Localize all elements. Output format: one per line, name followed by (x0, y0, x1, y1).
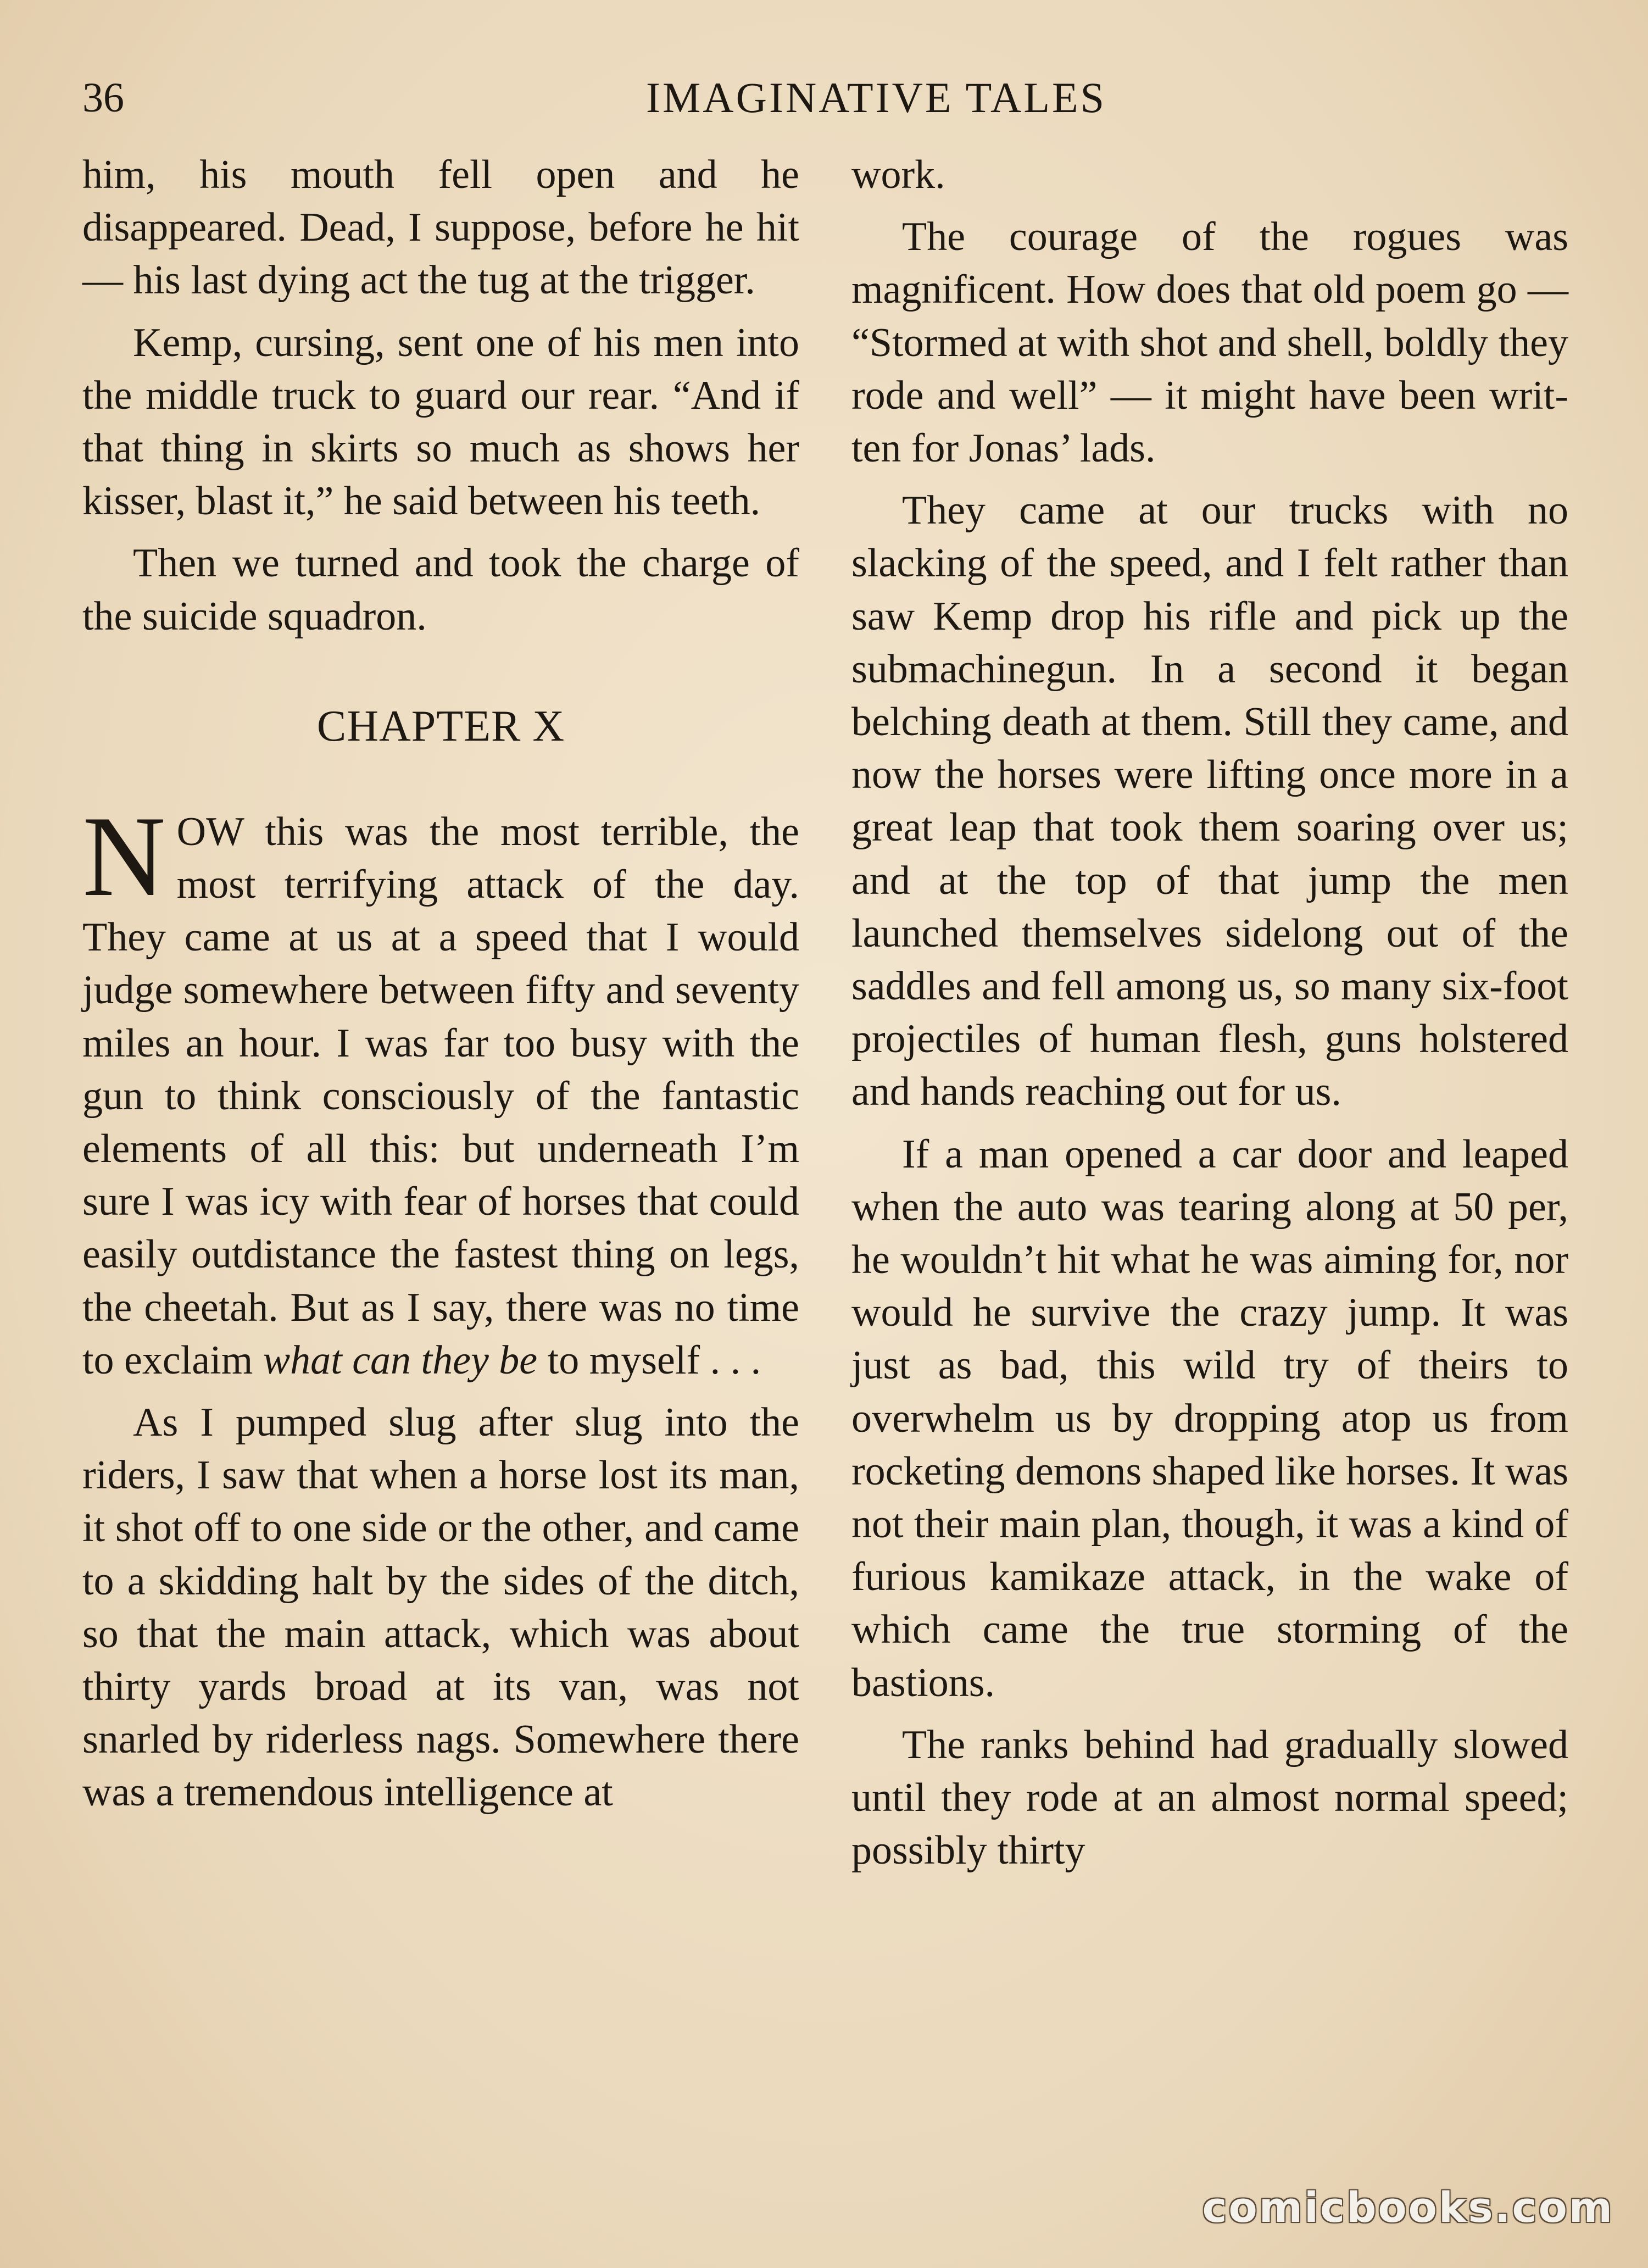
watermark: comicbooks.com (1202, 2183, 1614, 2232)
paragraph: The ranks behind had gradually slowed until they rode at an almost normal speed; possibly thirty (851, 1722, 1568, 1874)
running-head (82, 70, 1577, 131)
italic-phrase: what can they be (263, 1337, 538, 1383)
paragraph: him, his mouth fell open and he disappeared. Dead, I suppose, before he hit — his last dying act the tug at the trigger. (82, 152, 799, 303)
chapter-opening-paragraph (82, 792, 799, 1387)
paragraph: Kemp, cursing, sent one of his men into the middle truck to guard our rear. “And if that thing in skirts so much as shows her kisser, blast it,” he said between his teeth. (82, 320, 799, 524)
magazine-title: IMAGINATIVE TALES (645, 74, 1107, 121)
paragraph: If a man opened a car door and leaped when the auto was tearing along at 50 per, he wouldn’t hit what he was aiming for, nor would he survive the crazy jump. It was just as bad, this wild try of theirs to overwhelm us by dropping atop us from rocketing demons shaped like horses. It was not their main plan, though, it was a kind of furious kamikaze attack, in the wake of which came the true storming of the bastions. (851, 1131, 1568, 1705)
drop-cap: N (82, 792, 166, 920)
paragraph-text-end: to myself . . . (537, 1337, 761, 1383)
paragraph: work. (851, 152, 945, 197)
paragraph: Then we turned and took the charge of the suicide squadron. (82, 541, 799, 639)
paragraph: As I pumped slug after slug into the riders, I saw that when a horse lost its man, it shot off to one side or the other, and came to a skidding halt by the sides of the ditch, so that the main attack, which was about thirty yards broad at its van, was not snarled by riderless nags. Somewhere there was a tremendous intelligence at (82, 1400, 799, 1815)
paragraph-text: OW this was the most terrible, the most terrifying attack of the day. They came at us at a speed that I would judge somewhere between fifty and seventy miles an hour. I was far too busy with the gun to think consciously of the fantastic elements of all this: but underneath I’m sure I was icy with fear of horses that could easily outdistance the fastest thing on legs, the cheetah. But as I say, there was no time to exclaim (82, 809, 799, 1383)
right-column (851, 148, 1568, 1887)
page-number: 36 (82, 75, 124, 121)
paragraph: The courage of the rogues was magnificent. How does that old poem go — “Stormed at with shot and shell, boldly they rode and well” — it might have been written for Jonas’ lads. (851, 214, 1568, 471)
left-column (82, 148, 799, 1828)
chapter-heading: CHAPTER X (316, 702, 565, 751)
paragraph: They came at our trucks with no slacking of the speed, and I felt rather than saw Kemp drop his rifle and pick up the submachinegun. In a second it began belching death at them. Still they came, and now the horses were lifting once more in a great leap that took them soaring over us; and at the top of that jump the men launched themselves sidelong out of the saddles and fell among us, so many six-foot projectiles of human flesh, guns holstered and hands reaching out for us. (851, 488, 1568, 1115)
